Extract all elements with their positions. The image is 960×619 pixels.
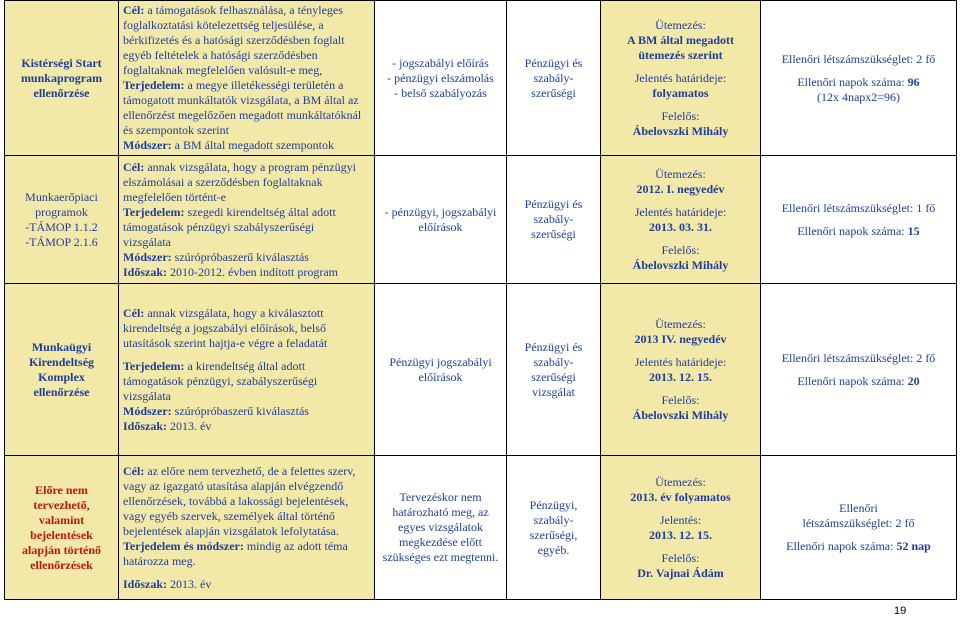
audit-name: Előre nem [35,482,88,497]
goal-text: bérkifizetés és a hatósági szerződésben foglalt [123,33,345,47]
audit-name-cell [5,1,119,156]
report-deadline-label: Jelentés: [659,512,702,527]
goal-text: utasítások szerint hajtja-e végre a feladatát [123,335,328,350]
auditor-days-label: Ellenőri napok száma: [797,373,905,388]
report-deadline-label: Jelentés határideje: [634,354,727,369]
period-text: 2010-2012. évben indított program [167,264,338,279]
audit-description-cell [119,284,375,456]
schedule-cell [601,1,761,156]
audit-type-text: szabály- [533,212,574,226]
schedule-cell [601,456,761,600]
report-deadline-label: Jelentés határideje: [634,70,727,85]
staff-need-label: létszámszükséglet: [802,516,893,530]
goal-text: annak vizsgálata, hogy a kiválasztott [144,305,324,320]
staff-need-label: Ellenőri létszámszükséglet: [781,350,914,365]
audit-type-cell [507,1,601,156]
page-number: 19 [894,605,907,617]
staff-need-value: 2 fő [916,350,936,365]
audit-type-text: szabály- [533,512,574,527]
scope-text: mindig az adott téma [243,538,348,553]
period-text: 2013. év [167,576,212,591]
scope-text: a kirendeltség által adott [184,358,306,373]
method-label: Módszer: [123,138,172,152]
audit-type-cell [507,156,601,284]
scope-text: szegedi kirendeltség által adott [184,204,336,219]
audit-name: Kirendeltség [28,354,95,369]
legal-basis-text: határozható meg, az [392,505,489,519]
scope-text: támogatások pénzügyi, szabályszerűségi [123,373,318,388]
goal-text: az előre nem tervezhető, de a felettes szerv, [144,463,356,478]
audit-description-cell [119,1,375,156]
staff-need-label: Ellenőri [839,501,878,515]
responsible-label: Felelős: [661,108,700,123]
audit-type-text: szerűségi, [529,527,578,542]
audit-name: munkaprogram [20,70,103,85]
schedule-value: 2013. év folyamatos [630,489,731,504]
goal-text: bejelentések alapján vizsgálatok lefolytatása. [123,523,339,538]
goal-label: Cél: [123,463,145,478]
report-deadline-value: 2013. 12. 15. [649,527,712,542]
auditor-days-label: Ellenőri napok száma: [797,223,905,238]
audit-name: Kistérségi Start [21,55,102,70]
method-text: szúrópróbaszerű kiválasztás [171,249,309,264]
audit-name: Munkaügyi [31,339,92,354]
report-deadline-value: 2013. 03. 31. [649,219,712,234]
audit-name: -TÁMOP 1.1.2 [25,219,98,234]
audit-type-text: Pénzügyi és [524,339,583,354]
auditor-days-note: (12x 4napx2=96) [816,89,901,104]
scope-text: és szempontok szerint [123,123,229,137]
audit-name: Munkaerőpiaci [25,189,98,204]
period-text: 2013. év [167,418,212,433]
report-deadline-label: Jelentés határideje: [634,204,727,219]
legal-basis-text: - pénzügyi, jogszabályi [384,204,497,219]
audit-type-text: szerűségi [531,85,576,100]
goal-text: ellenőrzések, továbbá a lakossági bejelentések, [123,493,349,508]
table-row [5,156,957,284]
audit-name: -TÁMOP 2.1.6 [25,234,98,249]
period-label: Időszak: [123,264,168,279]
method-text: a BM által megadott szempontok [171,138,334,152]
audit-name-cell [5,156,119,284]
method-text: szúrópróbaszerű kiválasztás [171,403,309,418]
audit-name: programok [35,204,88,219]
method-label: Módszer: [123,403,172,418]
legal-basis-text: előírások [418,219,463,234]
audit-name: bejelentések [30,527,93,542]
goal-text: vagy az igazgató utasítása alapján elvégzendő [123,478,344,493]
schedule-value: 2013 IV. negyedév [634,331,727,346]
scope-label: Terjedelem: [123,358,185,373]
responsible-value: Ábelovszki Mihály [632,123,729,138]
responsible-label: Felelős: [661,550,700,565]
goal-label: Cél: [123,159,145,174]
auditor-days-label: Ellenőri napok száma: [786,539,894,553]
staff-need-label: Ellenőri létszámszükséglet: [781,51,914,66]
audit-type-text: Pénzügyi és [524,55,583,70]
scope-text: támogatott munkáltatók vizsgálata, a BM által az [123,93,359,107]
auditor-days-value: 96 [907,74,920,89]
goal-text: elszámolásai a szerződésben foglaltaknak [123,174,323,189]
legal-basis-text: - belső szabályozás [394,85,487,100]
staff-need-value: 2 fő [916,51,936,66]
schedule-value: 2012. I. negyedév [636,181,725,196]
schedule-value: A BM által megadott [627,32,734,47]
audit-type-text: szerűségi [531,369,576,384]
audit-name: ellenőrzése [33,85,90,100]
audit-type-text: szabály- [533,70,574,85]
schedule-cell [601,156,761,284]
audit-name: alapján történő [22,542,101,557]
goal-text: a támogatások felhasználása, a tényleges [147,3,343,17]
goal-text: foglalkoztatási kötelezettség teljesülése, a [123,18,324,32]
legal-basis-cell [375,156,507,284]
legal-basis-text: szükséges ezt megtenni. [382,550,499,564]
legal-basis-text: - pénzügyi elszámolás [387,70,494,85]
period-label: Időszak: [123,418,168,433]
scope-label: Terjedelem és módszer: [123,538,244,553]
scope-text: vizsgálata [123,234,171,249]
legal-basis-cell [375,456,507,600]
staff-need-label: Ellenőri létszámszükséglet: [781,200,914,215]
schedule-cell [601,284,761,456]
goal-text: foglaltaknak megfelelően valósult-e meg, [123,63,323,77]
audit-type-text: szabály- [533,354,574,369]
legal-basis-text: Pénzügyi jogszabályi [389,354,492,369]
auditor-days-value: 20 [907,373,920,388]
responsible-value: Ábelovszki Mihály [632,407,729,422]
audit-name: valamint [38,512,85,527]
table-row [5,456,957,600]
report-deadline-value: 2013. 12. 15. [649,369,712,384]
scope-label: Terjedelem: [123,204,185,219]
goal-text: megfelelően történt-e [123,189,226,204]
responsible-label: Felelős: [661,242,700,257]
responsible-value: Dr. Vajnai Ádám [637,565,724,580]
staffing-cell [761,456,957,600]
schedule-label: Ütemezés: [655,17,706,32]
staffing-cell [761,284,957,456]
schedule-label: Ütemezés: [655,316,706,331]
scope-text: a megye illetékességi területén a [184,78,344,92]
audit-type-text: Pénzügyi és [524,197,583,211]
goal-text: kirendeltség a jogszabályi előírások, belső [123,320,326,335]
legal-basis-cell [375,284,507,456]
audit-name: ellenőrzések [30,557,93,572]
responsible-label: Felelős: [661,392,700,407]
legal-basis-text: egyes vizsgálatok [398,520,483,534]
audit-type-text: Pénzügyi, [529,497,578,512]
staff-need-value: 2 fő [895,516,915,530]
period-label: Időszak: [123,576,168,591]
goal-label: Cél: [123,3,145,17]
schedule-value: ütemezés szerint [638,47,723,62]
audit-name-cell [5,456,119,600]
staffing-cell [761,1,957,156]
auditor-days-value: 52 nap [896,539,931,553]
auditor-days-value: 15 [907,223,920,238]
schedule-label: Ütemezés: [655,166,706,181]
goal-text: annak vizsgálata, hogy a program pénzügyi [144,159,356,174]
audit-type-cell [507,456,601,600]
legal-basis-text: - jogszabályi előírás [392,55,489,70]
scope-label: Terjedelem: [123,78,185,92]
audit-plan-table [4,0,957,600]
schedule-label: Ütemezés: [655,474,706,489]
audit-type-text: szerűségi [531,227,576,241]
goal-text: egyéb feltételek a hatósági szerződésben [123,48,318,62]
legal-basis-cell [375,1,507,156]
table-row [5,1,957,156]
scope-text: támogatások pénzügyi szabályszerűségi [123,219,315,234]
method-label: Módszer: [123,249,172,264]
audit-name: Komplex [38,369,85,384]
goal-text: vagy egyéb szervek, személyek által történő [123,508,335,523]
scope-text: ellenőrzést megelőzően megadott munkáltatóknál [123,108,362,122]
audit-name: ellenőrzése [33,384,90,399]
staffing-cell [761,156,957,284]
legal-basis-text: előírások [418,369,463,384]
goal-label: Cél: [123,305,145,320]
audit-name: tervezhető, [33,497,90,512]
audit-type-text: egyéb. [537,542,570,557]
audit-type-text: vizsgálat [532,384,575,399]
auditor-days-label: Ellenőri napok száma: [797,74,905,89]
responsible-value: Ábelovszki Mihály [632,257,729,272]
legal-basis-text: megkezdése előtt [399,535,482,549]
scope-text: határozza meg. [123,553,196,568]
legal-basis-text: Tervezéskor nem [399,490,482,504]
scope-text: vizsgálata [123,388,171,403]
audit-name-cell [5,284,119,456]
report-deadline-value: folyamatos [652,85,709,100]
table-row [5,284,957,456]
staff-need-value: 1 fő [916,200,936,215]
audit-description-cell [119,456,375,600]
audit-type-cell [507,284,601,456]
audit-description-cell [119,156,375,284]
